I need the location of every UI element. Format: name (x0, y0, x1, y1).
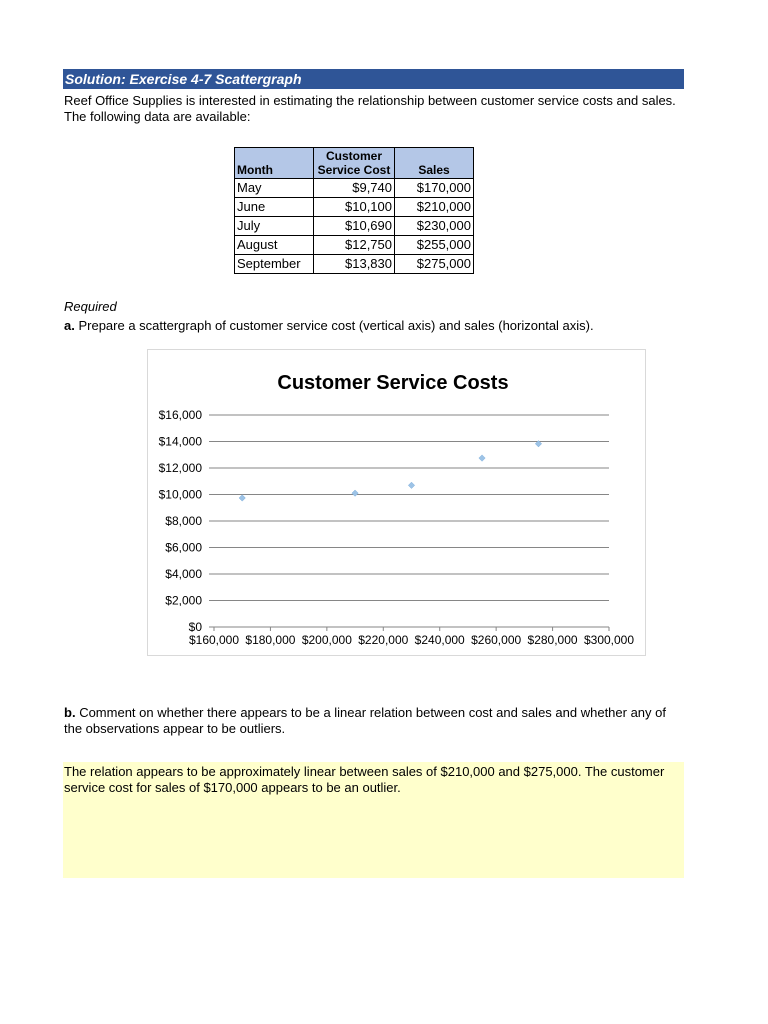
question-a-text: Prepare a scattergraph of customer service cost (vertical axis) and sales (horizontal axis). (78, 318, 594, 333)
question-a-label: a. (64, 318, 75, 333)
data-table (234, 147, 474, 274)
cell-cost: $13,830 (314, 255, 395, 274)
y-tick-label: $12,000 (158, 461, 202, 475)
cell-month: September (235, 255, 314, 274)
question-b-text: Comment on whether there appears to be a linear relation between cost and sales and whether any of the observations appear to be outliers. (64, 705, 666, 736)
cell-sales: $255,000 (395, 236, 474, 255)
cell-sales: $210,000 (395, 198, 474, 217)
cell-cost: $10,690 (314, 217, 395, 236)
cell-month: May (235, 179, 314, 198)
chart-svg (148, 350, 647, 657)
table-row (235, 217, 474, 236)
y-tick-label: $8,000 (165, 514, 202, 528)
table-row (235, 198, 474, 217)
y-tick-label: $16,000 (158, 408, 202, 422)
cell-sales: $275,000 (395, 255, 474, 274)
chart-axis-labels (159, 408, 635, 647)
cell-cost: $9,740 (314, 179, 395, 198)
cell-sales: $230,000 (395, 217, 474, 236)
cell-sales: $170,000 (395, 179, 474, 198)
header-month: Month (235, 148, 314, 179)
y-tick-label: $0 (188, 620, 202, 634)
x-tick-label: $200,000 (301, 633, 352, 647)
chart-grid (209, 415, 609, 631)
page-title: Solution: Exercise 4-7 Scattergraph (63, 69, 684, 89)
data-point (479, 455, 485, 461)
chart-points (239, 441, 542, 502)
data-point (408, 482, 414, 488)
question-b-label: b. (64, 705, 76, 720)
cell-month: July (235, 217, 314, 236)
cell-cost: $12,750 (314, 236, 395, 255)
cell-month: August (235, 236, 314, 255)
y-tick-label: $10,000 (158, 487, 202, 502)
x-tick-label: $280,000 (527, 633, 578, 647)
required-label: Required (64, 299, 117, 314)
table-row (235, 179, 474, 198)
y-tick-label: $4,000 (165, 567, 202, 581)
x-tick-label: $160,000 (188, 633, 240, 647)
intro-text: Reef Office Supplies is interested in estimating the relationship between customer service costs and sales. The following data are available: (64, 93, 676, 124)
x-tick-label: $300,000 (583, 633, 635, 647)
y-tick-label: $6,000 (165, 540, 202, 555)
header-cost: Customer Service Cost (314, 148, 395, 179)
data-point (352, 490, 358, 496)
chart-title: Customer Service Costs (277, 372, 509, 394)
table-row (235, 255, 474, 274)
y-tick-label: $14,000 (158, 434, 202, 449)
answer-text: The relation appears to be approximately linear between sales of $210,000 and $275,000. The customer service cost for sales of $170,000 appears to be an outlier. (64, 764, 665, 795)
header-sales: Sales (395, 148, 474, 179)
cell-cost: $10,100 (314, 198, 395, 217)
x-tick-label: $240,000 (414, 633, 465, 647)
cell-month: June (235, 198, 314, 217)
scatter-chart[interactable] (147, 349, 646, 656)
x-tick-label: $260,000 (471, 633, 522, 647)
x-tick-label: $220,000 (358, 633, 409, 647)
y-tick-label: $2,000 (165, 593, 202, 608)
table-header-row (235, 148, 474, 179)
answer-box[interactable] (63, 762, 684, 878)
table-row (235, 236, 474, 255)
data-point (239, 495, 245, 501)
question-a (64, 318, 704, 334)
x-tick-label: $180,000 (245, 633, 296, 647)
question-b (64, 705, 684, 737)
